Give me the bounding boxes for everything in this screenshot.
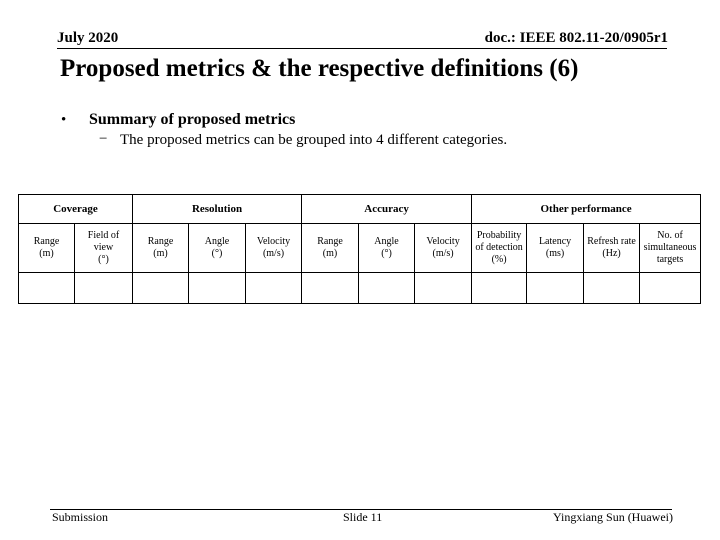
- header-rule: [57, 48, 667, 49]
- value-cell: [302, 273, 359, 304]
- value-cell: [584, 273, 640, 304]
- value-cell: [246, 273, 302, 304]
- bullet-text: Summary of proposed metrics: [89, 111, 296, 128]
- footer-submission: Submission: [52, 510, 109, 524]
- value-cell: [472, 273, 527, 304]
- metric-accuracy-velocity: Velocity (m/s): [415, 224, 472, 273]
- metric-accuracy-angle: Angle (°): [359, 224, 415, 273]
- metric-accuracy-range: Range (m): [302, 224, 359, 273]
- category-row: [19, 195, 701, 224]
- subbullet-dash: −: [99, 131, 108, 147]
- metric-resolution-angle: Angle (°): [189, 224, 246, 273]
- footer-slide-number: Slide 11: [343, 510, 383, 524]
- metric-coverage-range: Range (m): [19, 224, 75, 273]
- metric-resolution-velocity: Velocity (m/s): [246, 224, 302, 273]
- header-date: July 2020: [57, 30, 119, 46]
- metric-simultaneous-targets: No. of simultaneous targets: [640, 224, 701, 273]
- metrics-table: [18, 194, 701, 304]
- value-cell: [133, 273, 189, 304]
- category-other-performance: Other performance: [472, 195, 701, 224]
- value-cell: [527, 273, 584, 304]
- metric-row: [19, 224, 701, 273]
- metric-refresh-rate: Refresh rate (Hz): [584, 224, 640, 273]
- category-coverage: Coverage: [19, 195, 133, 224]
- value-cell: [75, 273, 133, 304]
- slide-title: Proposed metrics & the respective definitions (6): [60, 55, 579, 82]
- value-row: [19, 273, 701, 304]
- footer-author: Yingxiang Sun (Huawei): [553, 510, 673, 524]
- value-cell: [359, 273, 415, 304]
- subbullet-text: The proposed metrics can be grouped into 4 different categories.: [120, 132, 508, 148]
- metric-probability-of-detection: Probability of detection (%): [472, 224, 527, 273]
- metric-resolution-range: Range (m): [133, 224, 189, 273]
- value-cell: [189, 273, 246, 304]
- metric-latency: Latency (ms): [527, 224, 584, 273]
- category-resolution: Resolution: [133, 195, 302, 224]
- bullet-dot: •: [61, 112, 67, 128]
- metric-coverage-field-of-view: Field of view (°): [75, 224, 133, 273]
- value-cell: [19, 273, 75, 304]
- category-accuracy: Accuracy: [302, 195, 472, 224]
- value-cell: [640, 273, 701, 304]
- header-doc-id: doc.: IEEE 802.11-20/0905r1: [484, 30, 668, 46]
- value-cell: [415, 273, 472, 304]
